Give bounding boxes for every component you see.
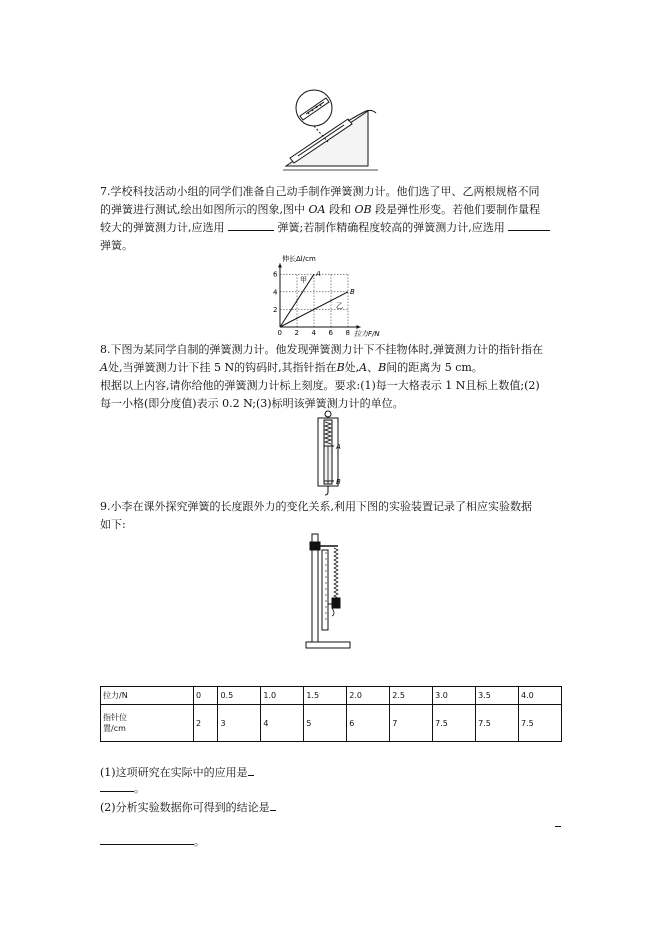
q7-line3 [100, 220, 550, 236]
sub-question-1-end: 。 [134, 782, 145, 795]
meter-label-a: A [336, 443, 341, 451]
stretch-force-graph [268, 252, 398, 340]
q7-line1: 7.学校科技活动小组的同学们准备自己动手制作弹簧测力计。他们选了甲、乙两根规格不同 [100, 185, 540, 198]
table-header-position-b: 置/cm [103, 724, 126, 733]
q7-line4: 弹簧。 [100, 239, 133, 252]
incline-drawing [283, 90, 378, 170]
q7-answer-blank-1[interactable] [228, 220, 274, 231]
graph-label-jia: 甲 [300, 276, 307, 285]
q7-ob: OB [354, 203, 372, 216]
table-cell: 4 [261, 705, 304, 742]
q9-line2: 如下: [100, 518, 126, 531]
series-line-jia [280, 274, 314, 327]
y-tick-label: 2 [273, 305, 278, 314]
q8-b-2: B [378, 361, 387, 374]
x-tick-label: 2 [294, 329, 299, 337]
stand-weight [332, 598, 340, 608]
q8-line3: 根据以上内容,请你给他的弹簧测力计标上刻度。要求:(1)每一大格表示 1 N且标上数值;(2) [100, 379, 540, 392]
x-axis-arrow [357, 325, 361, 329]
table-cell: 3 [218, 705, 261, 742]
table-row-force [101, 687, 562, 705]
data-table [100, 686, 562, 742]
x-tick-label: 0 [277, 329, 282, 337]
graph-lines [280, 274, 348, 327]
stand-spring [334, 548, 338, 606]
table-cell: 3.5 [476, 687, 519, 705]
x-tick-label: 6 [328, 329, 333, 337]
table-cell: 4.0 [519, 687, 562, 705]
sub-question-2-blank-a[interactable] [270, 800, 276, 811]
q8-line2-f: 、 [367, 361, 379, 374]
meter-hook [325, 486, 328, 495]
sub-question-1-text: (1)这项研究在实际中的应用是 [100, 766, 248, 779]
sub-question-2-blank-c[interactable] [100, 834, 194, 845]
table-cell: 7.5 [519, 705, 562, 742]
q8-line2-h: 间的距离为 5 cm。 [386, 361, 483, 374]
table-cell: 0.5 [218, 687, 261, 705]
y-tick-label: 4 [273, 288, 278, 297]
table-cell: 2.5 [390, 687, 433, 705]
q8-b-1: B [336, 361, 345, 374]
table-cell: 3.0 [433, 687, 476, 705]
graph-ylabel: 伸长Δl/cm [282, 255, 316, 263]
meter-ring [325, 411, 331, 417]
q8-a-1: A [100, 361, 108, 374]
q8-line2-d: 处, [344, 361, 360, 374]
table-row-position [101, 705, 562, 742]
y-tick-label: 6 [273, 270, 278, 279]
q7-line2-a: 的弹簧进行测试,绘出如图所示的图象,图中 [100, 203, 305, 216]
q7-line3-b: 弹簧;若制作精确程度较高的弹簧测力计,应选用 [277, 221, 505, 234]
q8-a-2: A [359, 361, 368, 374]
q7-line2-c: 段是弹性形变。若他们要制作量程 [375, 203, 541, 216]
y-axis-arrow [278, 263, 282, 267]
graph-label-a: A [316, 270, 321, 279]
q7-line2-b: 段和 [328, 203, 351, 216]
spring-meter-figure [310, 410, 350, 498]
experiment-stand-figure [302, 528, 358, 652]
ruler [322, 550, 328, 630]
sub-question-1-cont [100, 781, 145, 797]
x-tick-label: 4 [311, 329, 316, 337]
q8-line1: 8.下图为某同学自制的弹簧测力计。他发现弹簧测力计下不挂物体时,弹簧测力计的指针指在 [100, 343, 543, 356]
q7-line3-a: 较大的弹簧测力计,应选用 [100, 221, 225, 234]
sub-question-1 [100, 765, 254, 781]
table-cell: 5 [304, 705, 347, 742]
sub-question-1-blank-a[interactable] [248, 765, 254, 776]
q8-line2-b: 处,当弹簧测力计下挂 5 N的钩码时,其指针指在 [107, 361, 337, 374]
table-header-force: 拉力/N [101, 687, 194, 705]
table-cell: 2 [194, 705, 218, 742]
graph-label-yi: 乙 [336, 301, 343, 310]
stand-base [306, 642, 350, 648]
sub-question-2-cont [100, 834, 205, 850]
q9-line1: 9.小李在课外探究弹簧的长度跟外力的变化关系,利用下图的实验装置记录了相应实验数据 [100, 500, 532, 513]
q7-oa: OA [308, 203, 326, 216]
q7-answer-blank-2[interactable] [508, 220, 550, 231]
sub-question-2-end: 。 [194, 835, 205, 848]
q8-line2 [100, 360, 483, 376]
x-tick-label: 8 [345, 329, 350, 337]
table-cell: 1.5 [304, 687, 347, 705]
sub-question-2-blank-b[interactable] [555, 826, 561, 827]
graph-label-b: B [350, 287, 355, 296]
sub-question-1-blank-b[interactable] [100, 781, 134, 792]
q8-line4: 每一小格(即分度值)表示 0.2 N;(3)标明该弹簧测力计的单位。 [100, 397, 404, 410]
incline-figure [278, 86, 398, 174]
sub-question-2-text: (2)分析实验数据你可得到的结论是 [100, 801, 270, 814]
table-cell: 2.0 [347, 687, 390, 705]
table-cell: 1.0 [261, 687, 304, 705]
graph-xlabel: 拉力F/N [354, 330, 380, 338]
sub-question-2 [100, 800, 276, 816]
q7-line2 [100, 202, 540, 218]
table-cell: 7 [390, 705, 433, 742]
table-header-position-a: 指针位 [103, 713, 127, 722]
table-cell: 0 [194, 687, 218, 705]
meter-label-b: B [336, 478, 341, 486]
table-cell: 7.5 [433, 705, 476, 742]
table-header-position [101, 705, 194, 742]
table-cell: 7.5 [476, 705, 519, 742]
table-cell: 6 [347, 705, 390, 742]
